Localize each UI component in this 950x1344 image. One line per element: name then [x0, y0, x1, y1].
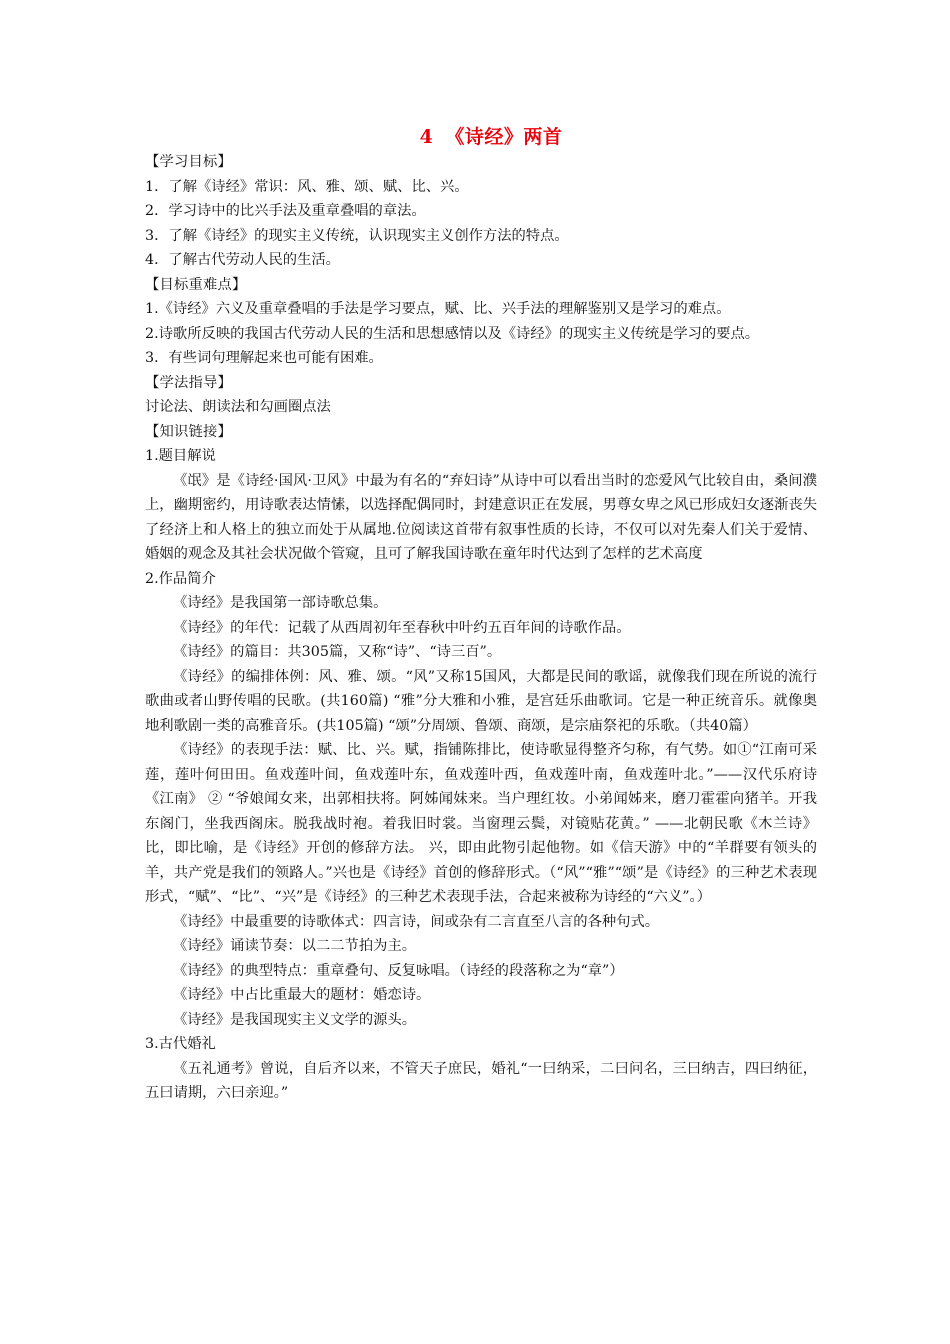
knowledge-heading: 【知识链接】: [145, 423, 232, 440]
objective-item: 2．学习诗中的比兴手法及重章叠唱的章法。: [145, 203, 426, 219]
objective-item: 4．了解古代劳动人民的生活。: [145, 252, 340, 268]
work-intro-paragraph: 《诗经》的篇目：共305篇，又称“诗”、“诗三百”。: [173, 644, 502, 660]
objective-item: 1．了解《诗经》常识：风、雅、颂、赋、比、兴。: [145, 178, 469, 195]
work-intro-paragraph: 《诗经》是我国现实主义文学的源头。: [173, 1011, 417, 1028]
title-number: 4: [419, 126, 434, 148]
work-intro-paragraph: 《诗经》的编排体例：风、雅、颂。“风”又称15国风，大都是民间的歌谣，就像我们现在所说的流行歌曲或者山野传唱的民歌。(共160篇) “雅”分大雅和小雅，是宫廷乐曲歌词。它是一种正统音乐。就像奥地利歌剧一类的高雅音乐。(共105篇) “颂”分周颂、鲁颂、商颂，是宗庙祭祀的乐歌。（共40篇）: [145, 668, 817, 734]
work-intro-paragraph: 《诗经》是我国第一部诗歌总集。: [173, 595, 388, 611]
work-intro-paragraph: 《诗经》中最重要的诗歌体式：四言诗，间或杂有二言直至八言的各种句式。: [173, 913, 660, 930]
method-heading: 【学法指导】: [145, 374, 232, 391]
title-explanation-text: 《氓》是《诗经·国风·卫风》中最为有名的“弃妇诗”从诗中可以看出当时的恋爱风气比较自由，桑间濮上，幽期密约，用诗歌表达情愫，以选择配偶同时，封建意识正在发展，男尊女卑之风已形成妇女逐渐丧失了经济上和人格上的独立而处于从属地.位阅读这首带有叙事性质的长诗，不仅可以对先秦人们关于爱情、婚姻的观念及其社会状况做个管窥，且可了解我国诗歌在童年时代达到了怎样的艺术高度: [145, 472, 817, 562]
subheading-work-intro: 2.作品简介: [145, 570, 216, 587]
key-point-item: 2.诗歌所反映的我国古代劳动人民的生活和思想感情以及《诗经》的现实主义传统是学习的要点。: [145, 325, 760, 342]
key-points-heading: 【目标重难点】: [145, 276, 247, 293]
subheading-ancient-wedding: 3.古代婚礼: [145, 1036, 216, 1052]
page-title: [145, 122, 817, 150]
document-page: [145, 122, 817, 1106]
key-point-item: 1.《诗经》六义及重章叠唱的手法是学习要点，赋、比、兴手法的理解鉴别又是学习的难点。: [145, 301, 731, 317]
key-point-item: 3．有些词句理解起来也可能有困难。: [145, 350, 383, 366]
objectives-heading: 【学习目标】: [145, 154, 232, 170]
method-text: 讨论法、朗读法和勾画圈点法: [145, 399, 331, 415]
work-intro-paragraph: 《诗经》的表现手法：赋、比、兴。赋，指铺陈排比，使诗歌显得整齐匀称，有气势。如①“江南可采莲，莲叶何田田。鱼戏莲叶间，鱼戏莲叶东，鱼戏莲叶西，鱼戏莲叶南，鱼戏莲叶北。”——汉代乐府诗《江南》 ② “爷娘闻女来，出郭相扶将。阿姊闻妹来。当户理红妆。小弟闻姊来，磨刀霍霍向猪羊。开我东阁门，坐我西阁床。脱我战时袍。着我旧时裳。当窗理云鬓，对镜贴花黄。” ——北朝民歌《木兰诗》 比，即比喻，是《诗经》开创的修辞方法。 兴，即由此物引起他物。如《信天游》中的“羊群要有领头的羊，共产党是我们的领路人。”兴也是《诗经》首创的修辞形式。（“风”“雅”“颂”是《诗经》的三种艺术表现形式，“赋”、“比”、“兴”是《诗经》的三种艺术表现手法，合起来被称为诗经的“六义”。）: [145, 742, 817, 905]
work-intro-paragraph: 《诗经》中占比重最大的题材：婚恋诗。: [173, 987, 431, 1003]
work-intro-paragraph: 《诗经》诵读节奏：以二二节拍为主。: [173, 938, 417, 954]
subheading-title-explanation: 1.题目解说: [145, 448, 216, 464]
work-intro-paragraph: 《诗经》的年代：记载了从西周初年至春秋中叶约五百年间的诗歌作品。: [173, 619, 631, 636]
title-text: 《诗经》两首: [445, 126, 563, 148]
ancient-wedding-text: 《五礼通考》曾说，自后齐以来，不管天子庶民，婚礼“一曰纳采，二曰问名，三曰纳吉，四曰纳征，五曰请期，六曰亲迎。”: [145, 1060, 817, 1101]
objective-item: 3．了解《诗经》的现实主义传统，认识现实主义创作方法的特点。: [145, 227, 569, 244]
work-intro-paragraph: 《诗经》的典型特点：重章叠句、反复咏唱。（诗经的段落称之为“章”）: [173, 962, 624, 979]
